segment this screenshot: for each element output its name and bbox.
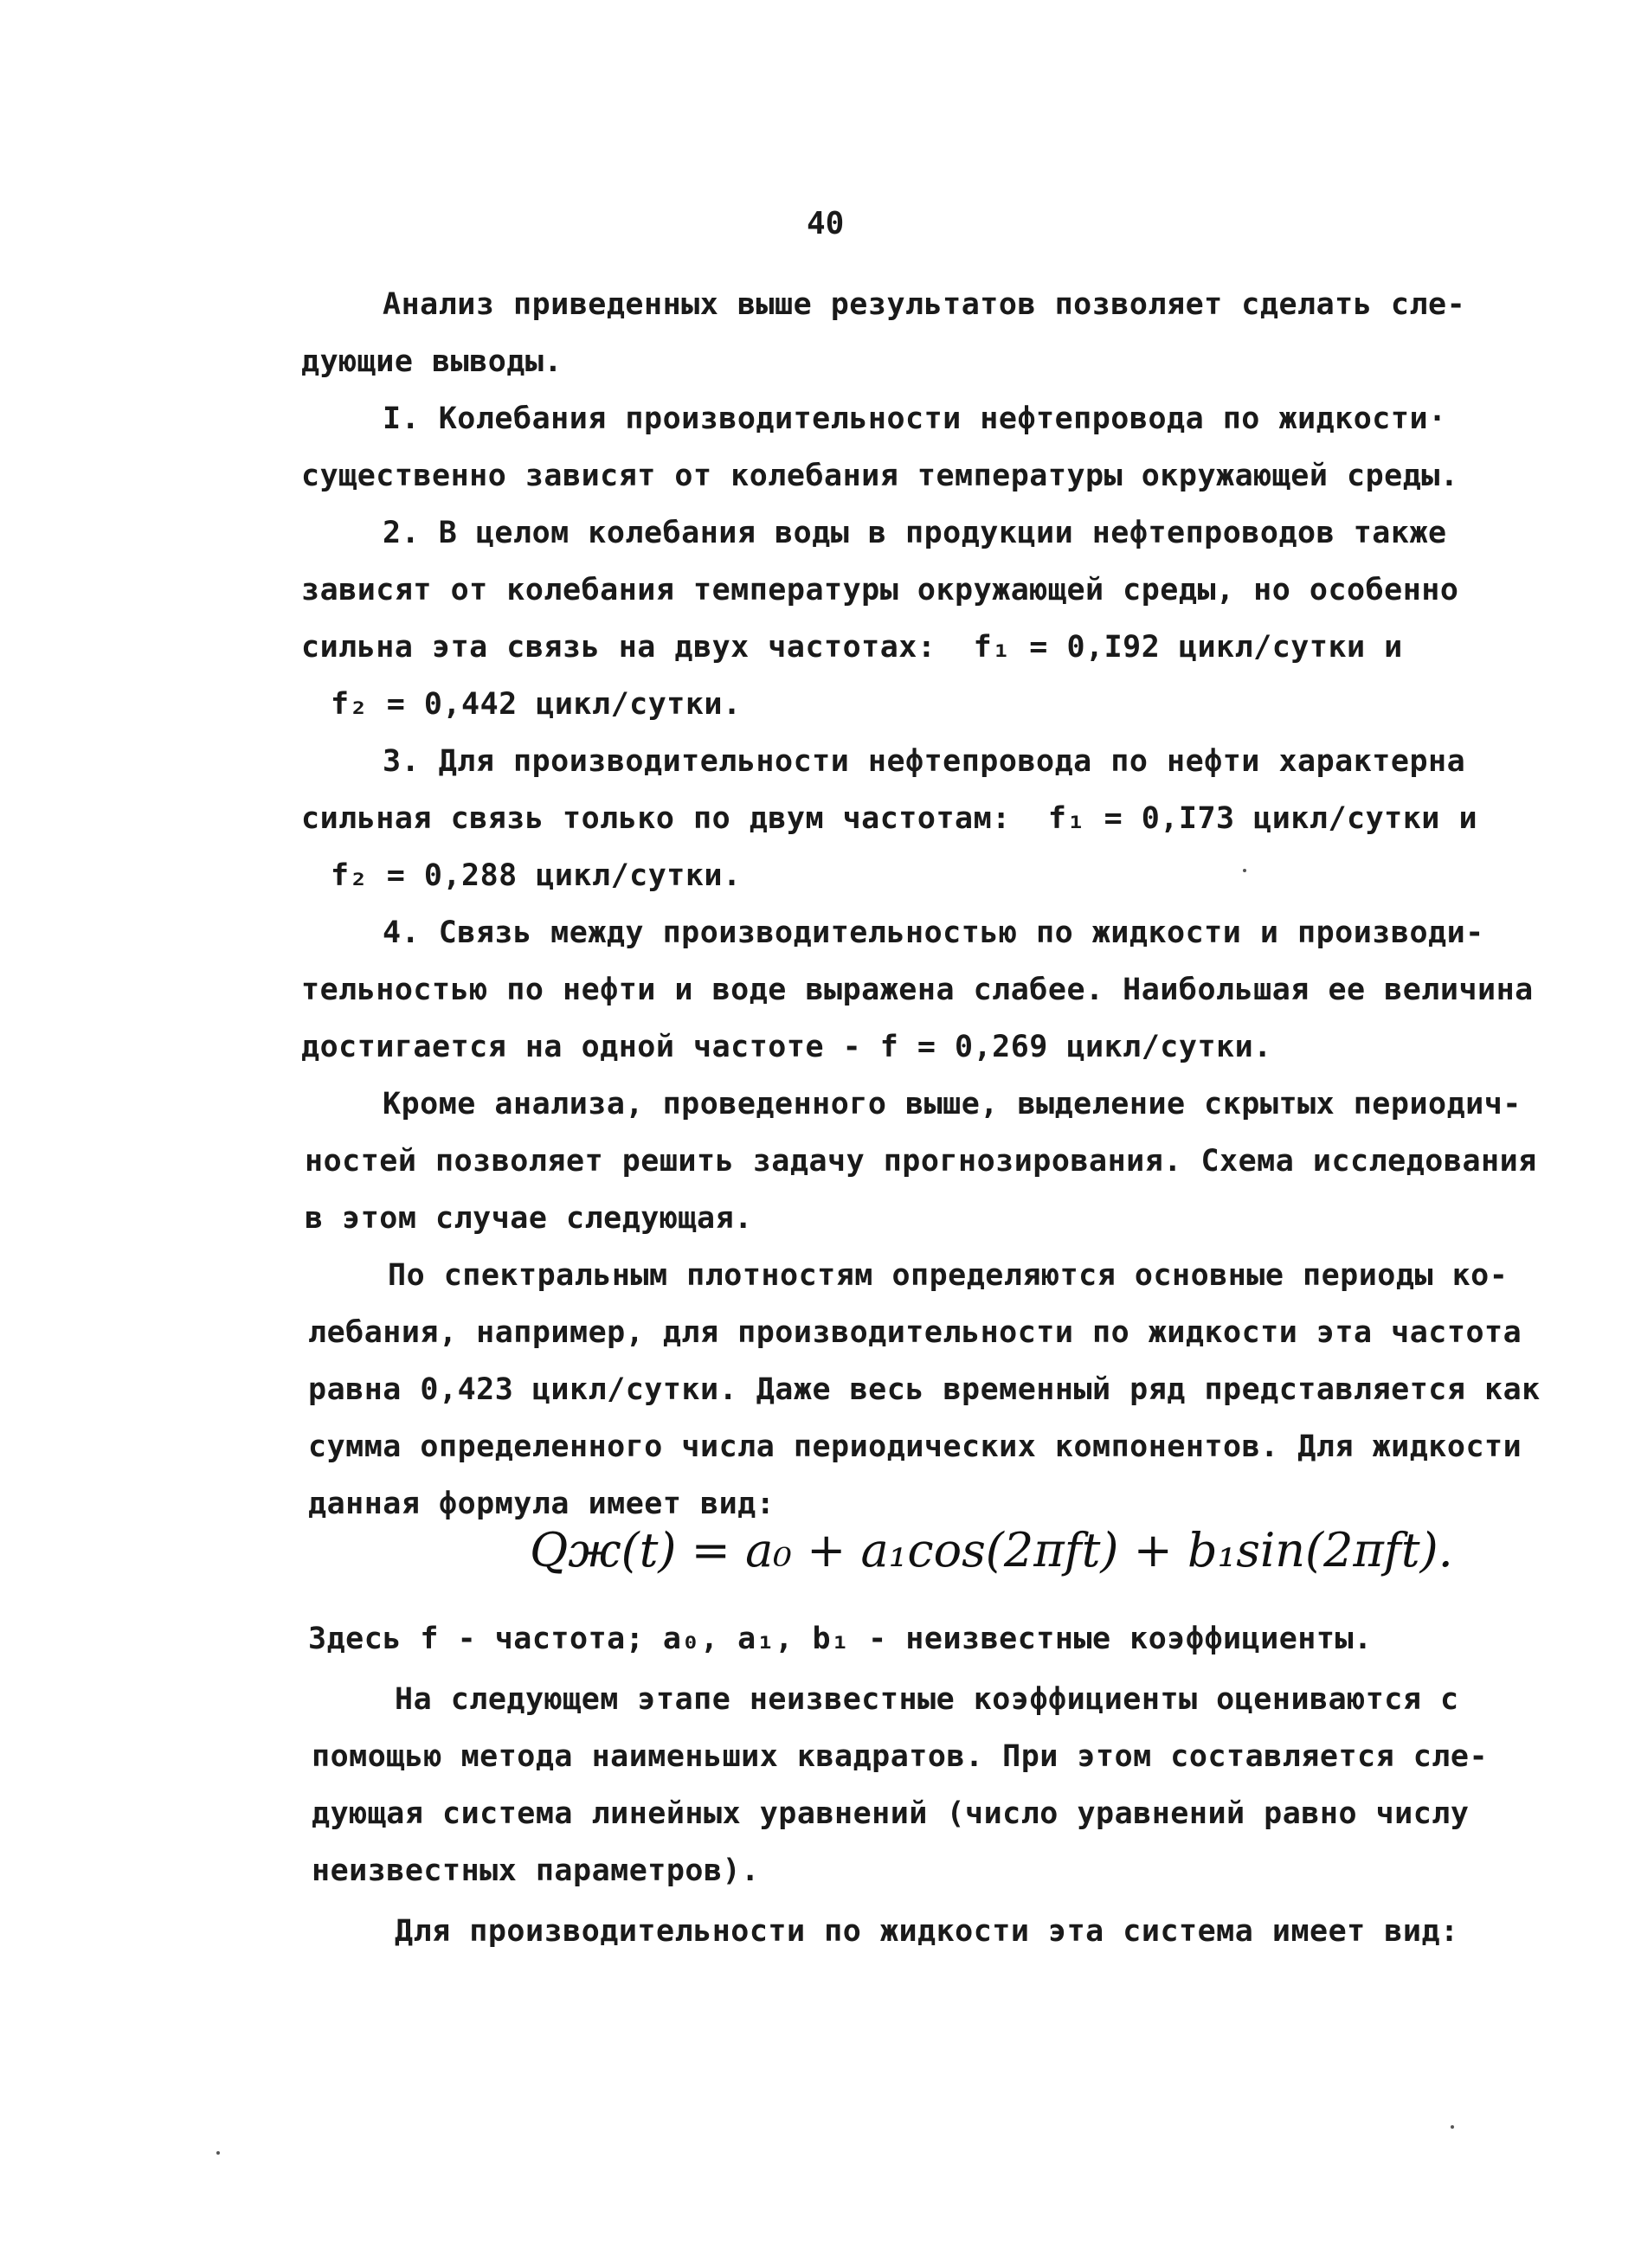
text-line: существенно зависят от колебания температуры окружающей среды.: [301, 459, 1459, 493]
text-line: неизвестных параметров).: [312, 1854, 760, 1888]
text-line: Для производительности по жидкости эта система имеет вид:: [395, 1914, 1459, 1949]
text-line: I. Колебания производительности нефтепровода по жидкости·: [383, 402, 1447, 436]
text-line: равна 0,423 цикл/сутки. Даже весь временный ряд представляется как: [308, 1372, 1541, 1407]
text-line: помощью метода наименьших квадратов. При этом составляется сле-: [312, 1739, 1489, 1774]
text-line: ностей позволяет решить задачу прогнозирования. Схема исследования: [305, 1144, 1537, 1179]
scan-speck: [216, 2151, 220, 2155]
text-line: зависят от колебания температуры окружающей среды, но особенно: [301, 573, 1459, 607]
scan-speck: [1243, 869, 1246, 872]
text-line: Анализ приведенных выше результатов позволяет сделать сле-: [383, 287, 1466, 322]
text-line: 3. Для производительности нефтепровода по нефти характерна: [383, 744, 1466, 779]
text-line: 4. Связь между производительностью по жидкости и производи-: [383, 916, 1484, 950]
formula: Qж(t) = a₀ + a₁cos(2πft) + b₁sin(2πft).: [530, 1523, 1453, 1577]
text-line: дующие выводы.: [301, 344, 563, 379]
text-line: По спектральным плотностям определяются основные периоды ко-: [388, 1258, 1509, 1293]
text-line: в этом случае следующая.: [305, 1201, 753, 1236]
text-line: дующая система линейных уравнений (число уравнений равно числу: [312, 1796, 1470, 1831]
text-line: достигается на одной частоте - f = 0,269 цикл/сутки.: [301, 1030, 1272, 1064]
text-line: f₂ = 0,288 цикл/сутки.: [331, 858, 742, 893]
text-line: сумма определенного числа периодических компонентов. Для жидкости: [308, 1430, 1522, 1464]
text-line: Кроме анализа, проведенного выше, выделение скрытых периодич-: [383, 1087, 1522, 1121]
text-line: f₂ = 0,442 цикл/сутки.: [331, 687, 742, 722]
text-line: лебания, например, для производительности по жидкости эта частота: [308, 1315, 1522, 1350]
scan-speck: [1451, 2125, 1454, 2129]
text-line: сильная связь только по двум частотам: f₁ = 0,I73 цикл/сутки и: [301, 801, 1478, 836]
text-line: На следующем этапе неизвестные коэффициенты оцениваются с: [395, 1682, 1459, 1717]
page-number: 40: [807, 206, 845, 241]
text-line: тельностью по нефти и воде выражена слабее. Наибольшая ее величина: [301, 973, 1534, 1007]
text-line: сильна эта связь на двух частотах: f₁ = 0,I92 цикл/сутки и: [301, 630, 1403, 665]
text-line: Здесь f - частота; a₀, a₁, b₁ - неизвестные коэффициенты.: [308, 1622, 1373, 1656]
text-line: данная формула имеет вид:: [308, 1487, 775, 1521]
text-line: 2. В целом колебания воды в продукции нефтепроводов также: [383, 516, 1447, 550]
